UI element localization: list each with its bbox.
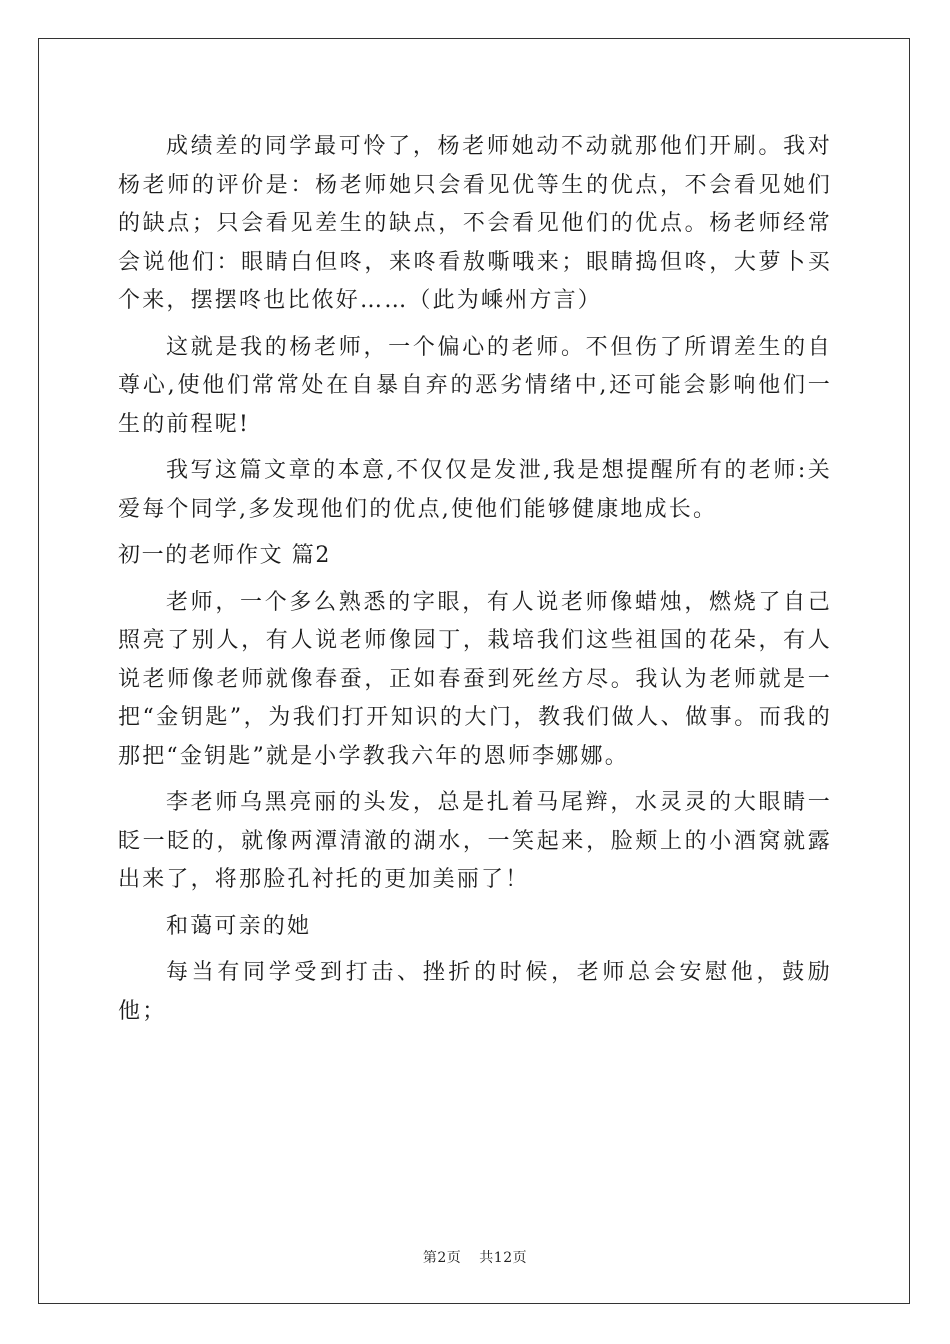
paragraph: 成绩差的同学最可怜了，杨老师她动不动就那他们开刷。我对杨老师的评价是：杨老师她只会看见优等生的优点，不会看见她们的缺点；只会看见差生的缺点，不会看见他们的优点。杨老师经常会说他们：眼睛白但咚，来咚看敖嘶哦来；眼睛捣但咚，大萝卜买个来，摆摆咚也比侬好……（此为嵊州方言）: [118, 134, 832, 313]
page-number: 第2页: [422, 1250, 462, 1266]
paragraph: 每当有同学受到打击、挫折的时候，老师总会安慰他，鼓励他；: [118, 960, 832, 1024]
page-total: 共12页: [479, 1250, 528, 1266]
paragraph: 李老师乌黑亮丽的头发，总是扎着马尾辫，水灵灵的大眼睛一眨一眨的，就像两潭清澈的湖水，一笑起来，脸颊上的小酒窝就露出来了，将那脸孔衬托的更加美丽了！: [118, 790, 832, 892]
paragraph: 和蔼可亲的她: [166, 913, 312, 939]
document-body: [118, 128, 832, 1039]
paragraph: 这就是我的杨老师，一个偏心的老师。不但伤了所谓差生的自尊心,使他们常常处在自暴自弃的恶劣情绪中,还可能会影响他们一生的前程呢!: [118, 334, 832, 437]
paragraph: 老师，一个多么熟悉的字眼，有人说老师像蜡烛，燃烧了自己照亮了别人，有人说老师像园丁，栽培我们这些祖国的花朵，有人说老师像老师就像春蚕，正如春蚕到死丝方尽。我认为老师就是一把“金钥匙”，为我们打开知识的大门，教我们做人、做事。而我的那把“金钥匙”就是小学教我六年的恩师李娜娜。: [118, 589, 832, 769]
paragraph: 我写这篇文章的本意,不仅仅是发泄,我是想提醒所有的老师:关爱每个同学,多发现他们的优点,使他们能够健康地成长。: [118, 458, 832, 522]
section-heading: 初一的老师作文 篇2: [118, 543, 331, 568]
page-footer: [0, 1247, 950, 1267]
